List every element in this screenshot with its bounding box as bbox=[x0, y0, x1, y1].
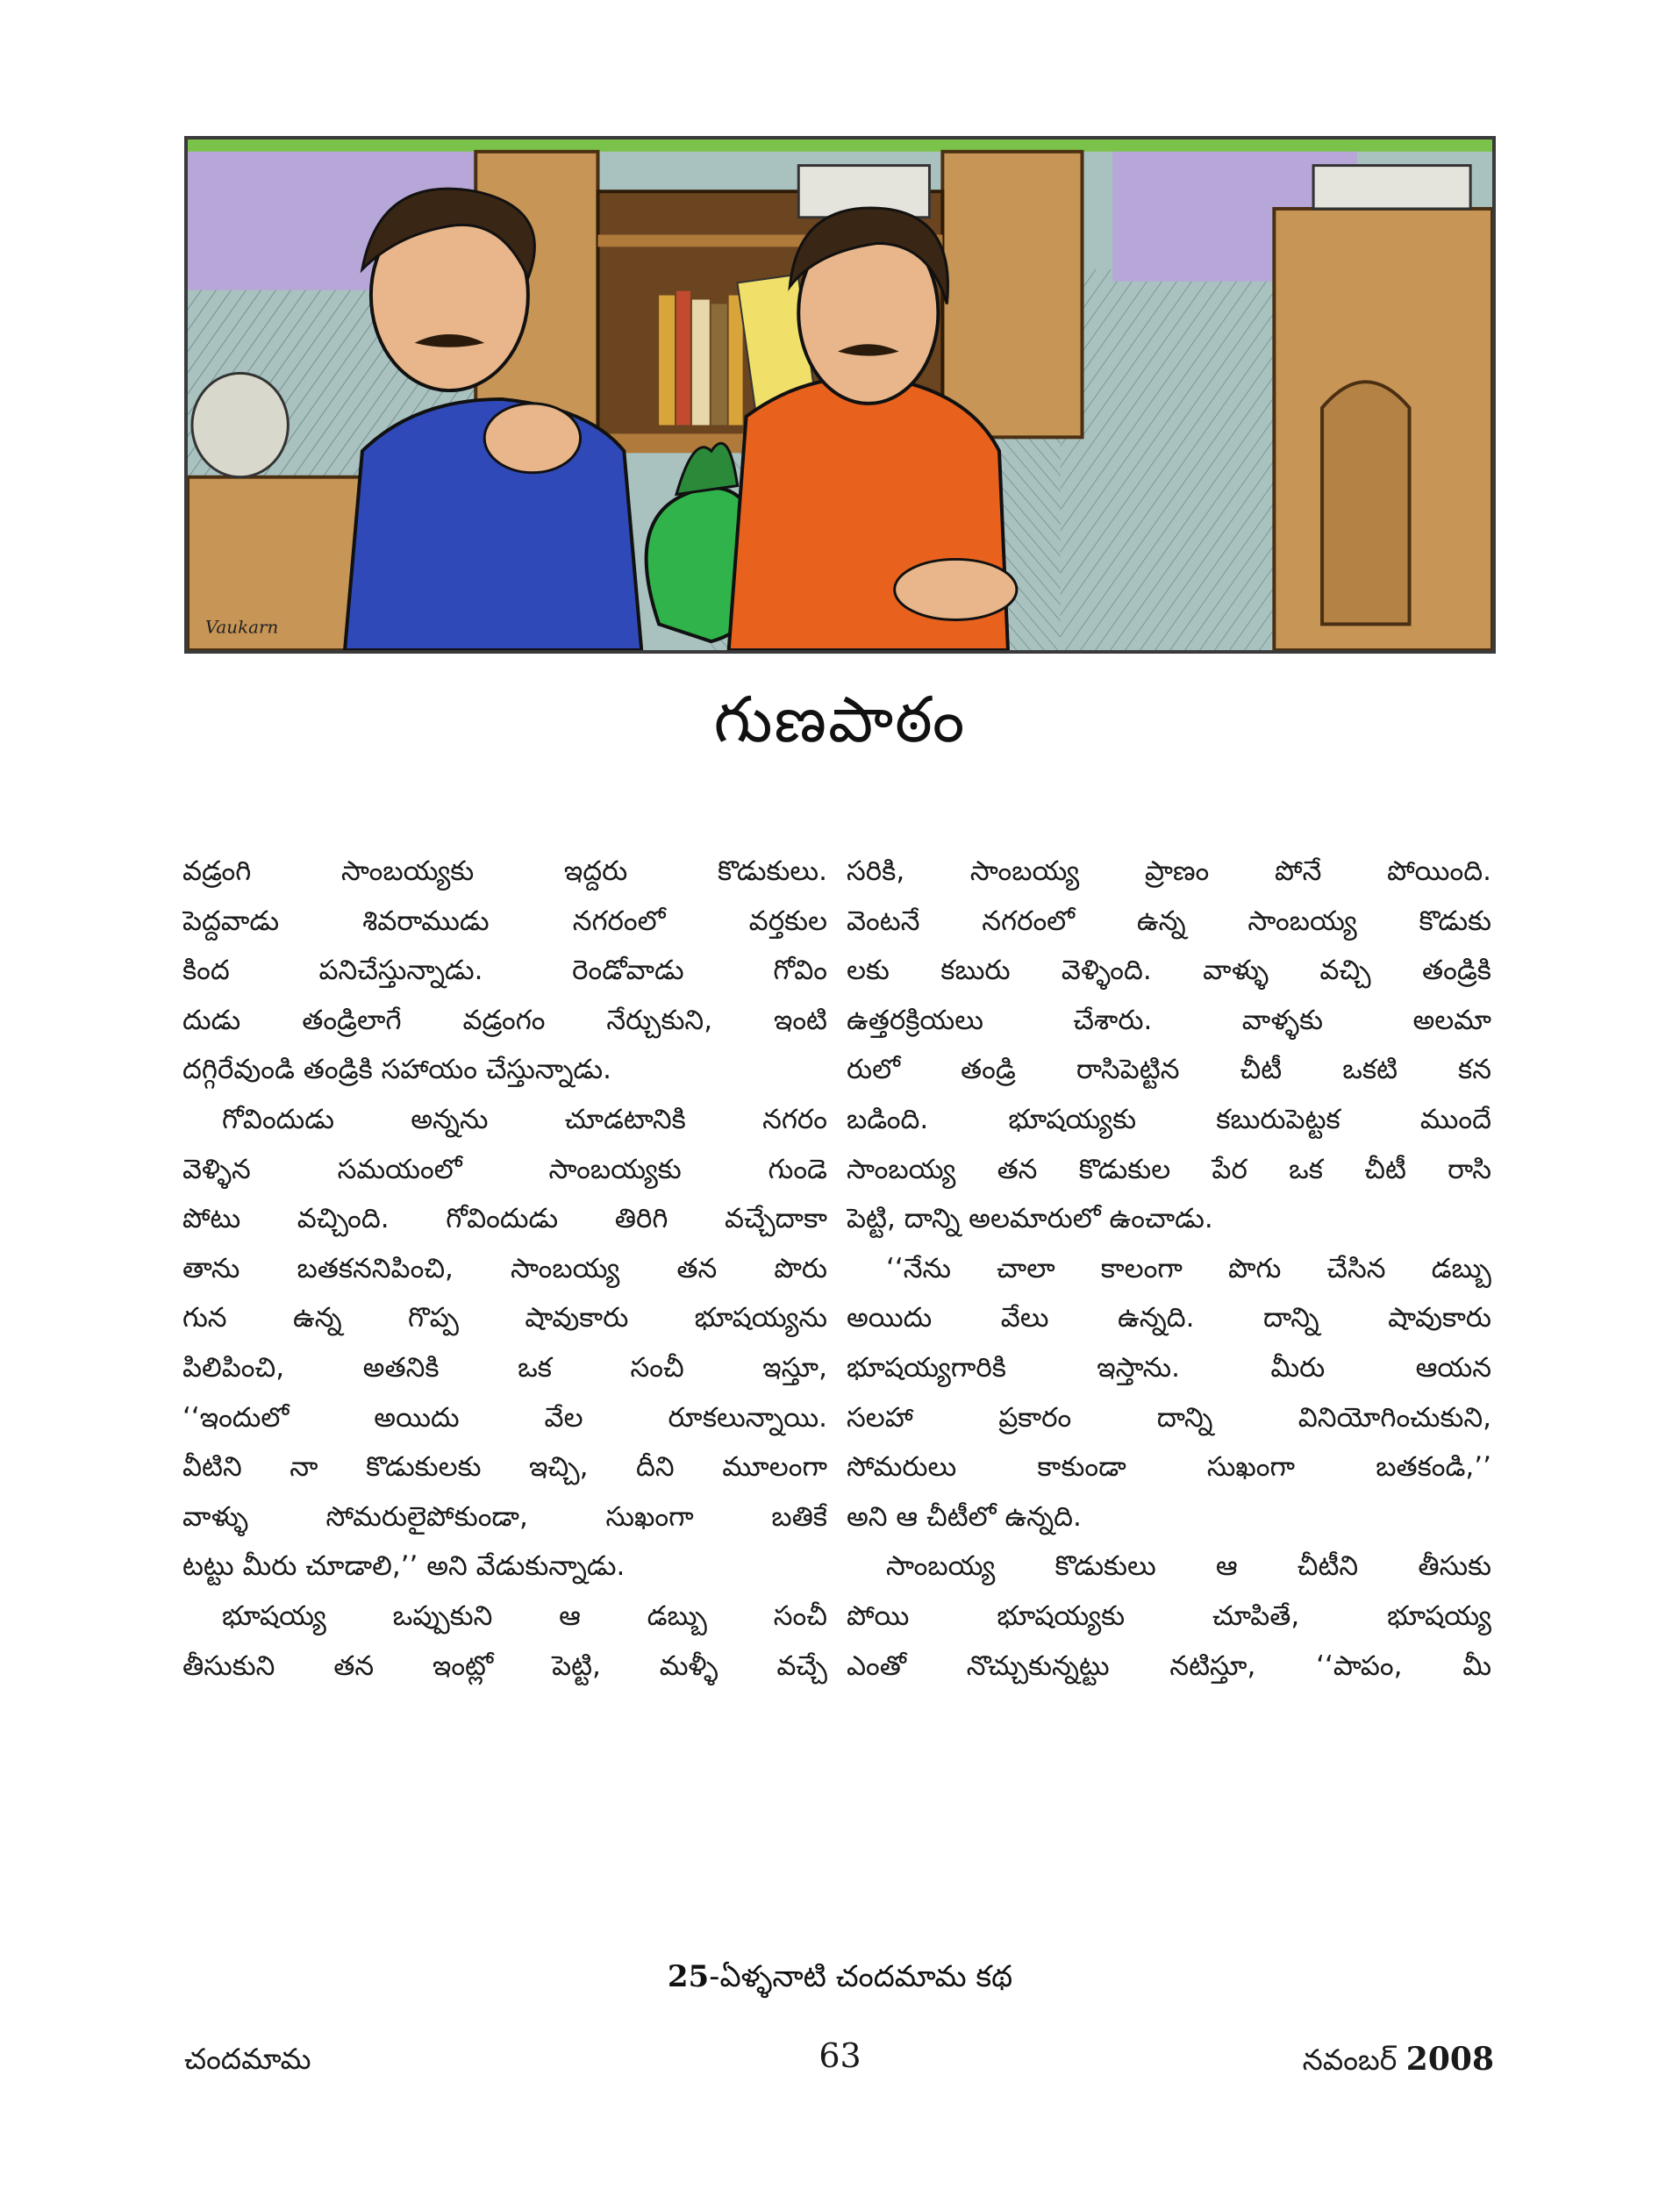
story-title: గుణపాఠం bbox=[713, 683, 967, 756]
series-text: -ఏళ్ళనాటి చందమామ కథ bbox=[709, 1959, 1013, 1994]
text-line: వడ్రంగి సాంబయ్యకు ఇద్దరు కొడుకులు. bbox=[182, 855, 827, 887]
right-column bbox=[847, 847, 1491, 1691]
left-column bbox=[182, 847, 827, 1691]
text-line: వెంటనే నగరంలో ఉన్న సాంబయ్య కొడుకు bbox=[847, 905, 1491, 937]
text-line: తాను బతకననిపించి, సాంబయ్య తన పొరు bbox=[182, 1252, 827, 1284]
text-line: వెళ్ళిన సమయంలో సాంబయ్యకు గుండె bbox=[182, 1153, 827, 1185]
text-line: వీటిని నా కొడుకులకు ఇచ్చి, దీని మూలంగా bbox=[182, 1451, 827, 1484]
text-line: పెద్దవాడు శివరాముడు నగరంలో వర్తకుల bbox=[182, 905, 827, 937]
illustration-artwork bbox=[188, 140, 1492, 650]
text-line: బడింది. భూషయ్యకు కబురుపెట్టక ముందే bbox=[847, 1103, 1491, 1135]
footer-month: నవంబర్ bbox=[1302, 2043, 1398, 2077]
text-line: తీసుకుని తన ఇంట్లో పెట్టి, మళ్ళీ వచ్చే bbox=[182, 1649, 827, 1682]
text-line: గున ఉన్న గొప్ప షావుకారు భూషయ్యను bbox=[182, 1302, 827, 1334]
series-number: 25 bbox=[667, 1959, 710, 1994]
text-line: అని ఆ చీటీలో ఉన్నది. bbox=[847, 1500, 1082, 1533]
text-line: పిలిపించి, అతనికి ఒక సంచీ ఇస్తూ, bbox=[182, 1351, 827, 1384]
text-line: సరికి, సాంబయ్య ప్రాణం పోనే పోయింది. bbox=[847, 855, 1491, 887]
text-line: అయిదు వేలు ఉన్నది. దాన్ని షావుకారు bbox=[847, 1302, 1491, 1334]
text-line: ‘‘నేను చాలా కాలంగా పొగు చేసిన డబ్బు bbox=[886, 1252, 1491, 1284]
story-illustration bbox=[184, 136, 1496, 654]
series-caption bbox=[0, 1955, 1680, 1999]
text-line: పెట్టి, దాన్ని అలమారులో ఉంచాడు. bbox=[847, 1203, 1213, 1235]
text-line: ఎంతో నొచ్చుకున్నట్టు నటిస్తూ, ‘‘పాపం, మీ bbox=[847, 1649, 1491, 1682]
text-line: రులో తండ్రి రాసిపెట్టిన చీటీ ఒకటి కన bbox=[847, 1054, 1491, 1086]
text-line: కింద పనిచేస్తున్నాడు. రెండోవాడు గోవిం bbox=[182, 955, 827, 987]
text-line: భూషయ్యగారికి ఇస్తాను. మీరు ఆయన bbox=[847, 1351, 1491, 1384]
text-line: పోటు వచ్చింది. గోవిందుడు తిరిగి వచ్చేదాకా bbox=[182, 1203, 827, 1235]
text-line: గోవిందుడు అన్నను చూడటానికి నగరం bbox=[222, 1103, 827, 1135]
text-line: సాంబయ్య కొడుకులు ఆ చీటీని తీసుకు bbox=[886, 1550, 1491, 1583]
text-line: భూషయ్య ఒప్పుకుని ఆ డబ్బు సంచీ bbox=[222, 1599, 827, 1632]
text-line: లకు కబురు వెళ్ళింది. వాళ్ళు వచ్చి తండ్రికి bbox=[847, 955, 1491, 987]
text-line: ‘‘ఇందులో అయిదు వేల రూకలున్నాయి. bbox=[182, 1401, 827, 1434]
text-line: ఉత్తరక్రియలు చేశారు. వాళ్ళకు అలమా bbox=[847, 1004, 1491, 1036]
text-line: దగ్గిరేవుండి తండ్రికి సహాయం చేస్తున్నాడు. bbox=[182, 1054, 611, 1086]
text-line: టట్టు మీరు చూడాలి,’’ అని వేడుకున్నాడు. bbox=[182, 1550, 626, 1583]
footer-year: 2008 bbox=[1405, 2041, 1494, 2078]
text-line: పోయి భూషయ్యకు చూపితే, భూషయ్య bbox=[847, 1599, 1491, 1632]
text-line: సాంబయ్య తన కొడుకుల పేర ఒక చీటీ రాసి bbox=[847, 1153, 1491, 1185]
footer-date bbox=[1303, 2037, 1494, 2082]
artist-signature: Vaukarn bbox=[204, 617, 279, 638]
text-line: సోమరులు కాకుండా సుఖంగా బతకండి,’’ bbox=[847, 1451, 1491, 1484]
text-line: దుడు తండ్రిలాగే వడ్రంగం నేర్చుకుని, ఇంటి bbox=[182, 1004, 827, 1036]
text-line: వాళ్ళు సోమరులైపోకుండా, సుఖంగా బతికే bbox=[182, 1500, 827, 1533]
footer-magazine-name: చందమామ bbox=[184, 2042, 311, 2076]
text-line: సలహా ప్రకారం దాన్ని వినియోగించుకుని, bbox=[847, 1401, 1491, 1434]
footer-page-number: 63 bbox=[819, 2036, 861, 2075]
